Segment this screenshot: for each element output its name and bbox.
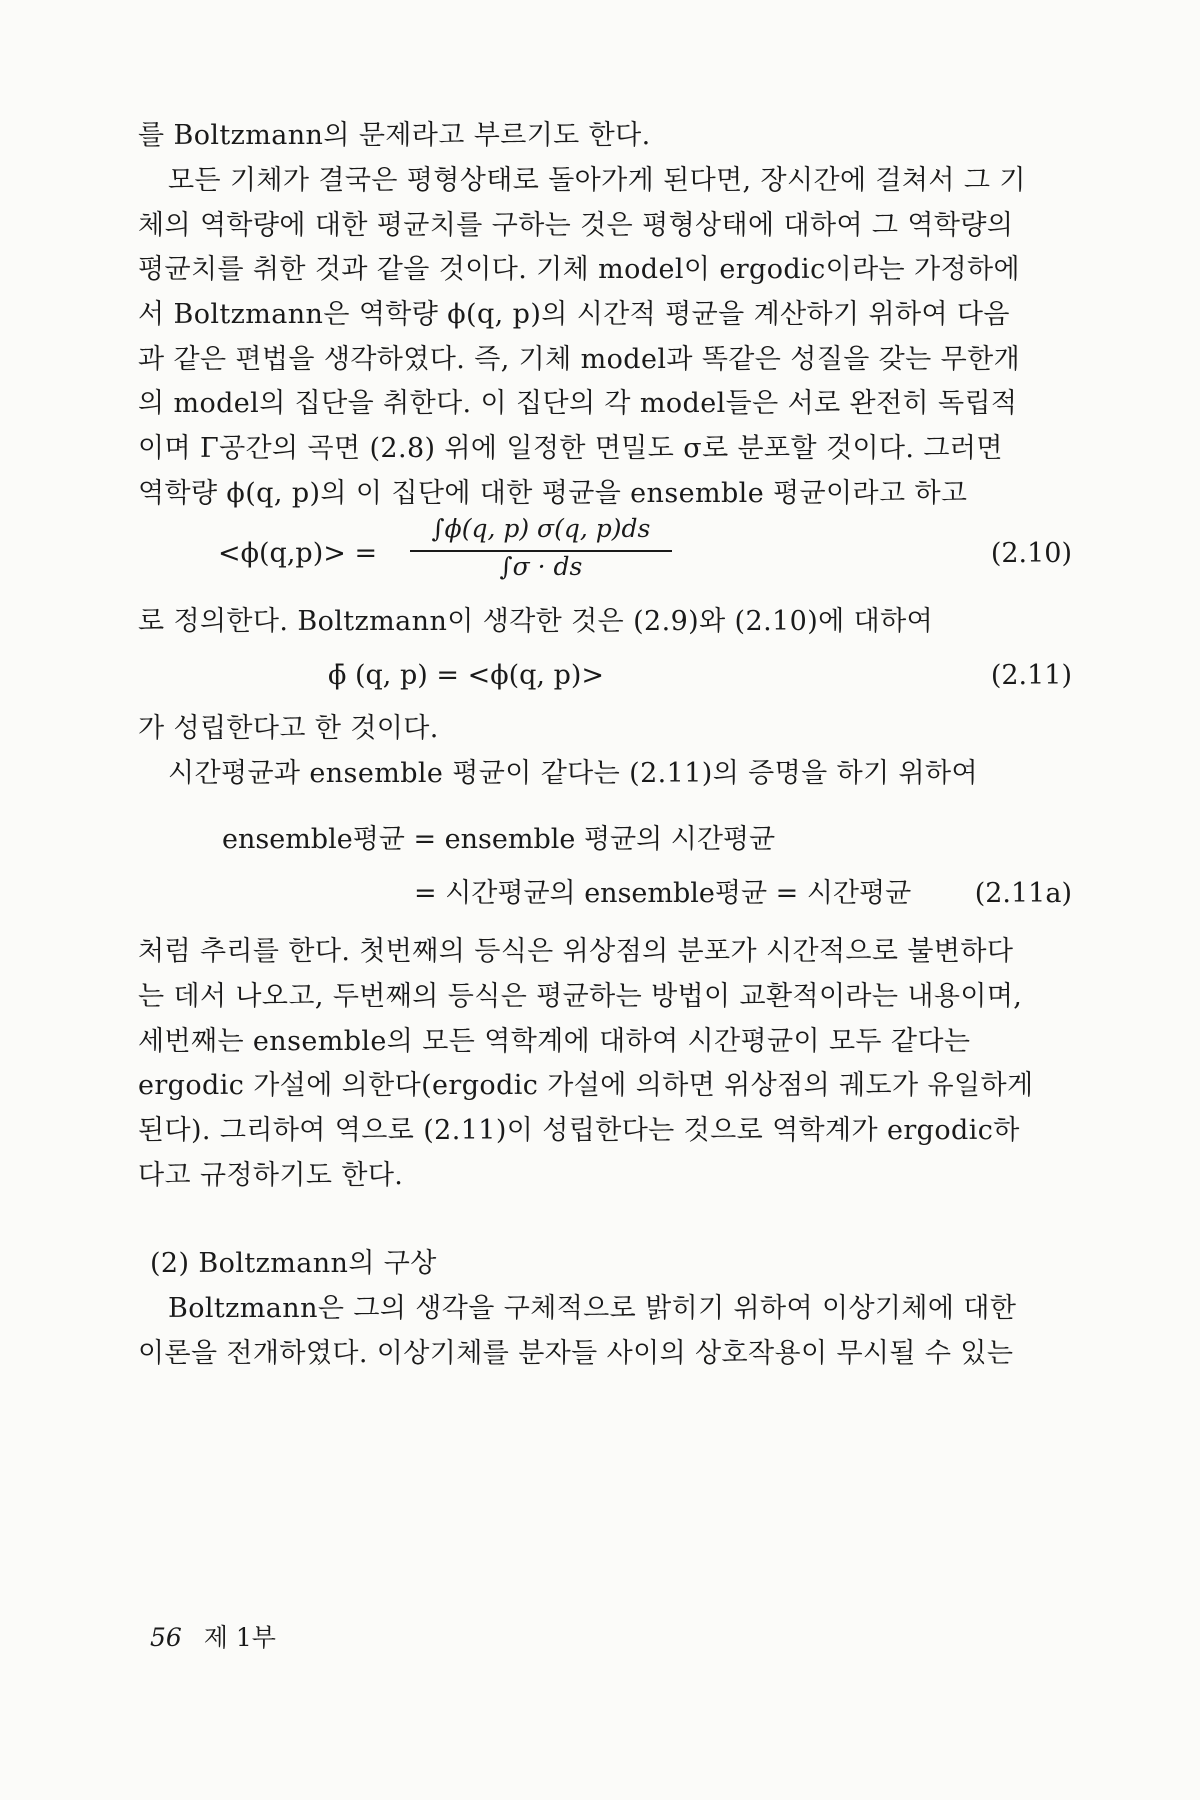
equation-number-2-11: (2.11): [990, 660, 1072, 691]
text-line-4: 평균치를 취한 것과 같을 것이다. 기체 model이 ergodic이라는 가정하에: [138, 254, 1020, 285]
text-line-p2-1: 처럼 추리를 한다. 첫번째의 등식은 위상점의 분포가 시간적으로 불변하다: [138, 936, 1014, 967]
equation-2-10-numerator: ∫ϕ(q, p) σ(q, p)ds: [431, 514, 651, 543]
text-line-3: 체의 역학량에 대한 평균치를 구하는 것은 평형상태에 대하여 그 역학량의: [138, 210, 1014, 241]
text-line-proof-intro: 시간평균과 ensemble 평균이 같다는 (2.11)의 증명을 하기 위하여: [168, 758, 979, 789]
text-line-1: 를 Boltzmann의 문제라고 부르기도 한다.: [138, 120, 651, 151]
equation-number-2-10: (2.10): [990, 538, 1072, 569]
text-line-p2-6: 다고 규정하기도 한다.: [138, 1160, 404, 1191]
text-line-2: 모든 기체가 결국은 평형상태로 돌아가게 된다면, 장시간에 걸쳐서 그 기: [168, 165, 1026, 196]
text-line-p2-2: 는 데서 나오고, 두번째의 등식은 평균하는 방법이 교환적이라는 내용이며,: [138, 981, 1023, 1012]
part-label: 제 1부: [203, 1623, 276, 1652]
page-number: 56: [150, 1623, 182, 1652]
text-line-7: 의 model의 집단을 취한다. 이 집단의 각 model들은 서로 완전히 독립적: [138, 388, 1018, 419]
equation-2-11a-line-2: = 시간평균의 ensemble평균 = 시간평균: [414, 878, 912, 909]
text-line-p3-2: 이론을 전개하였다. 이상기체를 분자들 사이의 상호작용이 무시될 수 있는: [138, 1338, 1014, 1369]
text-line-after-2-10: 로 정의한다. Boltzmann이 생각한 것은 (2.9)와 (2.10)에 대하여: [138, 606, 934, 637]
equation-2-11: ϕ̄ (q, p) = <ϕ(q, p)>: [328, 660, 605, 691]
equation-2-10-denominator: ∫σ · ds: [499, 552, 583, 581]
text-line-5: 서 Boltzmann은 역학량 ϕ(q, p)의 시간적 평균을 계산하기 위하여 다음: [138, 299, 1010, 330]
text-line-6: 과 같은 편법을 생각하였다. 즉, 기체 model과 똑같은 성질을 갖는 무한개: [138, 344, 1021, 375]
page-footer: [150, 1618, 276, 1654]
equation-2-10-lhs: <ϕ(q,p)> =: [218, 538, 378, 569]
text-line-9: 역학량 ϕ(q, p)의 이 집단에 대한 평균을 ensemble 평균이라고 하고: [138, 478, 968, 509]
text-line-8: 이며 Γ공간의 곡면 (2.8) 위에 일정한 면밀도 σ로 분포할 것이다. 그러면: [138, 433, 1003, 464]
equation-number-2-11a: (2.11a): [974, 878, 1072, 909]
text-line-p2-5: 된다). 그리하여 역으로 (2.11)이 성립한다는 것으로 역학계가 ergodic하: [138, 1115, 1020, 1146]
text-line-after-2-11: 가 성립한다고 한 것이다.: [138, 713, 439, 744]
section-heading: (2) Boltzmann의 구상: [150, 1248, 437, 1279]
text-line-p3-1: Boltzmann은 그의 생각을 구체적으로 밝히기 위하여 이상기체에 대한: [168, 1293, 1017, 1324]
equation-2-11a-line-1: ensemble평균 = ensemble 평균의 시간평균: [222, 824, 776, 855]
text-line-p2-3: 세번째는 ensemble의 모든 역학계에 대하여 시간평균이 모두 같다는: [138, 1026, 971, 1057]
text-line-p2-4: ergodic 가설에 의한다(ergodic 가설에 의하면 위상점의 궤도가 유일하게: [138, 1070, 1034, 1101]
